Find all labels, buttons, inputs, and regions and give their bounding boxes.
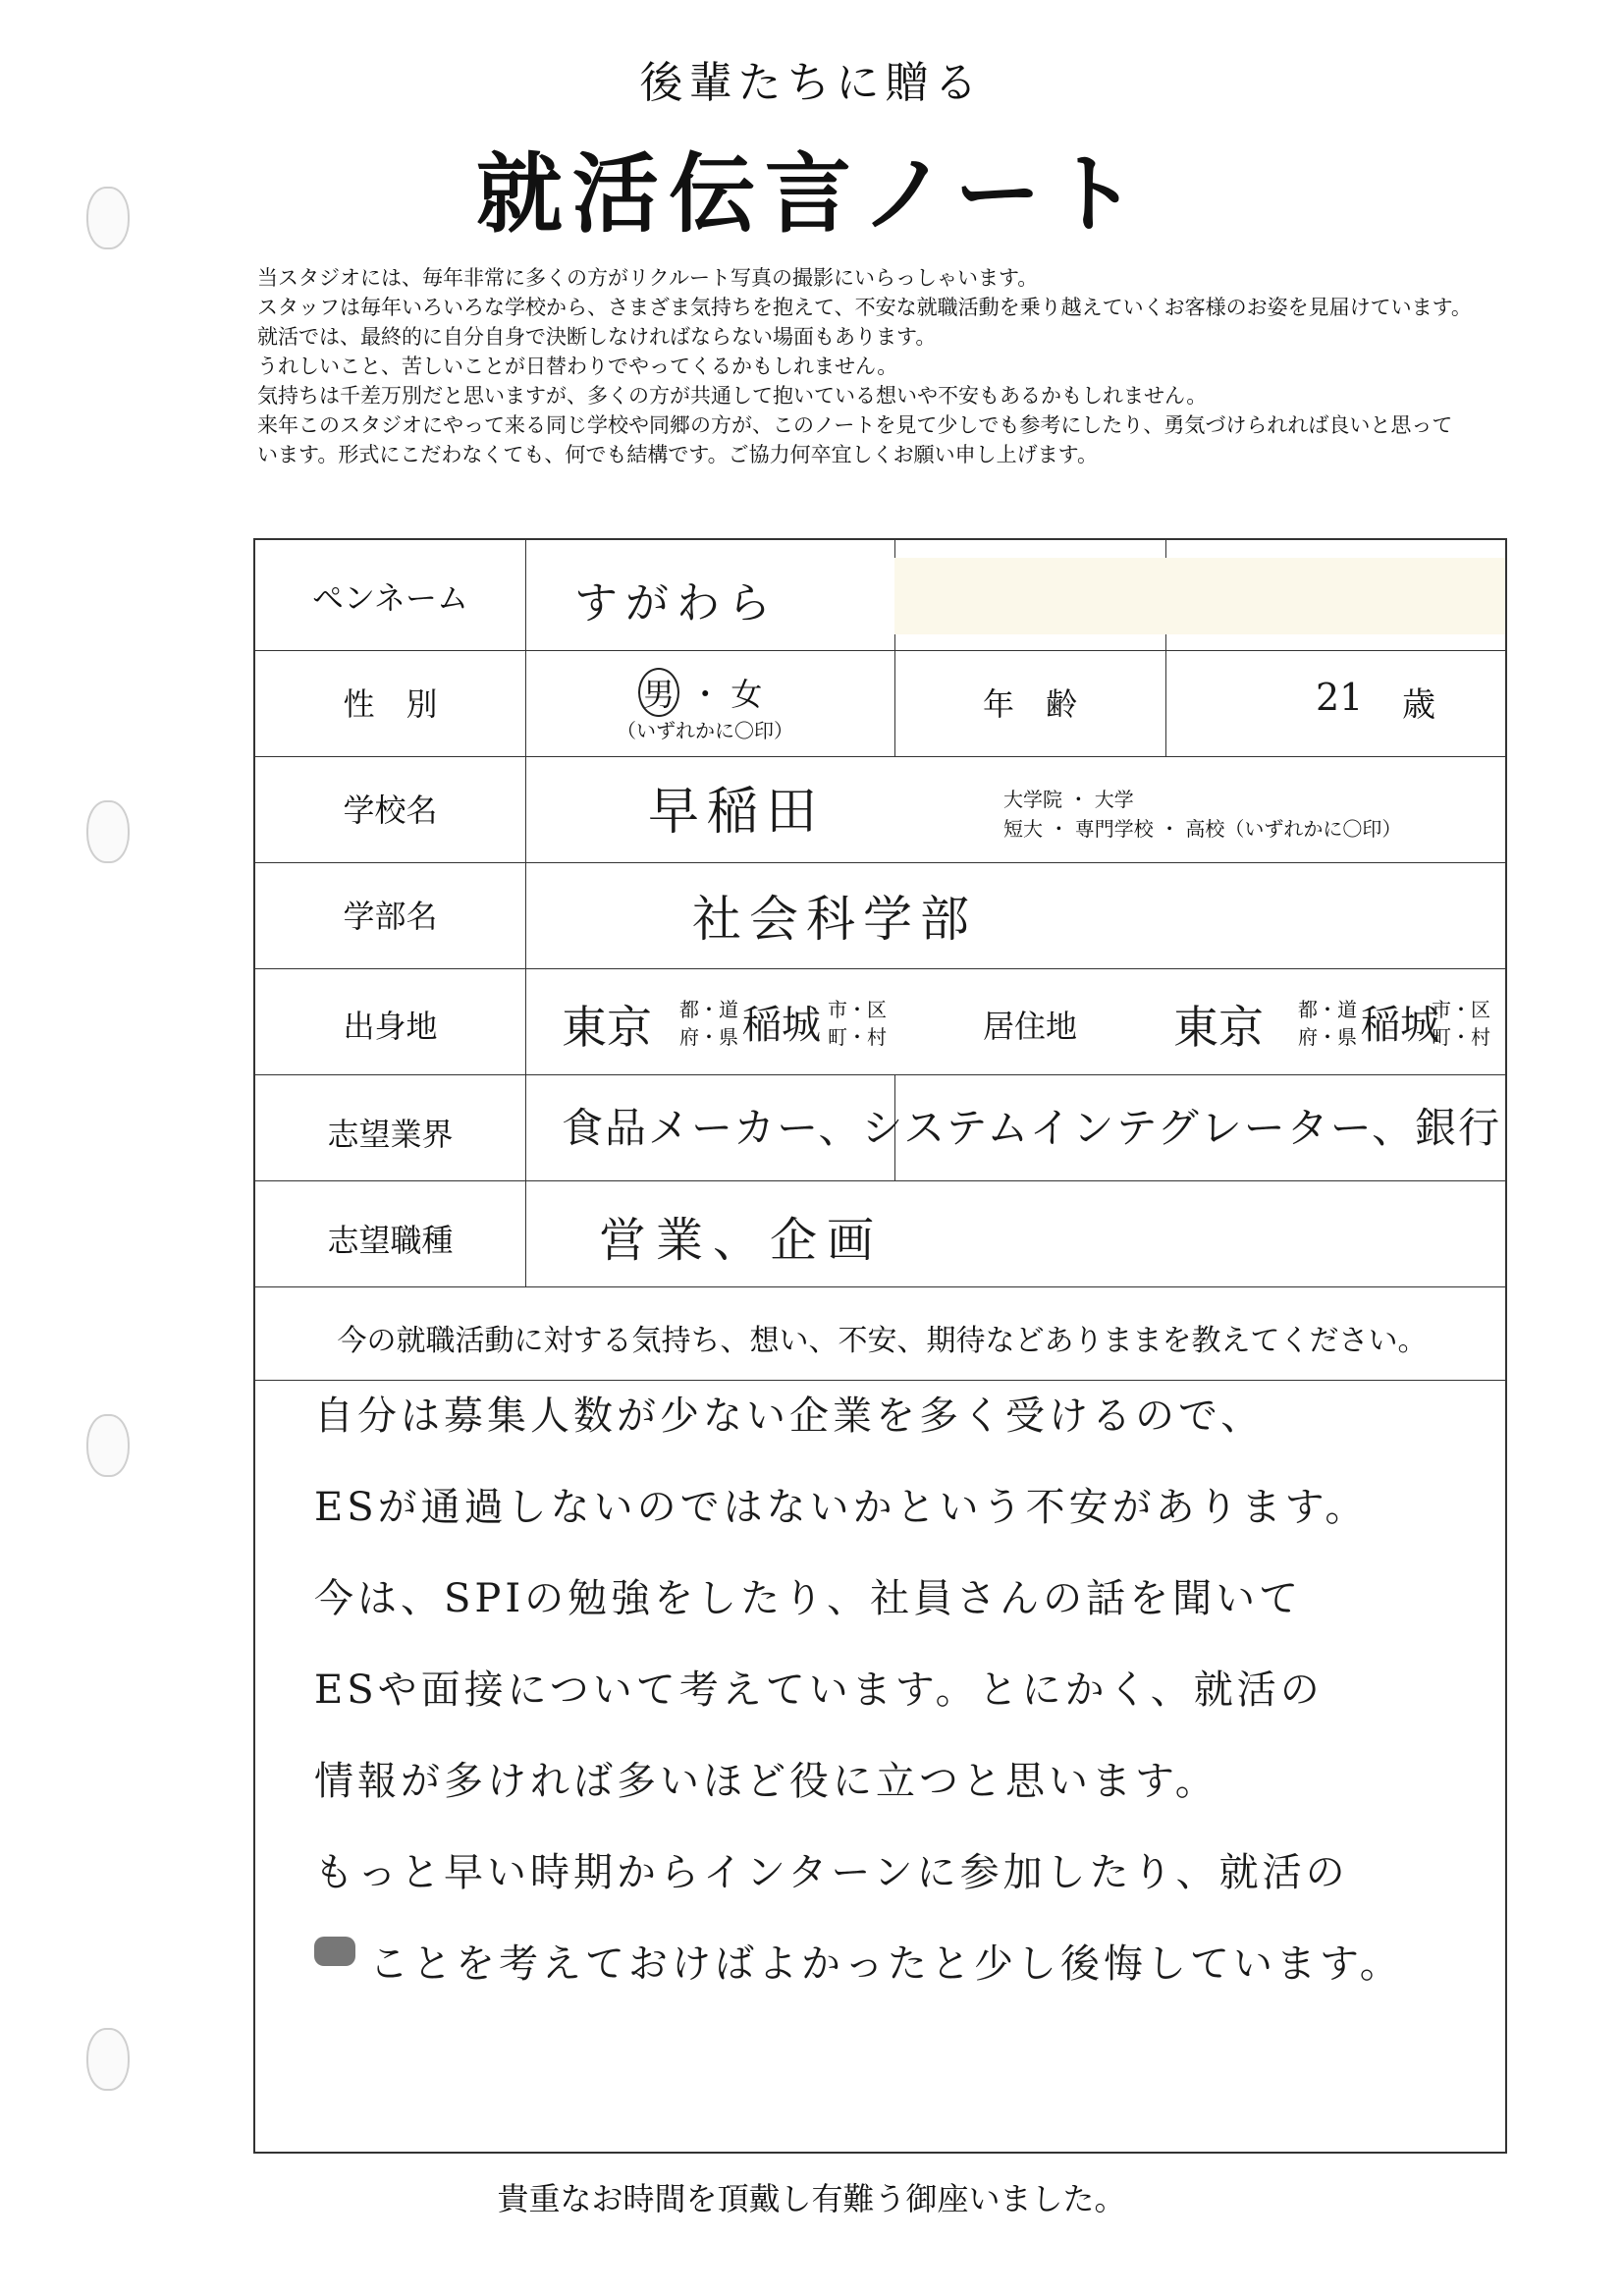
comment-line: 今は、SPIの勉強をしたり、社員さんの話を聞いて <box>314 1576 1303 1621</box>
residence-pref: 東京 <box>1173 1001 1264 1054</box>
ink-smudge <box>314 1937 355 1966</box>
page-title: 就活伝言ノート <box>475 143 1148 245</box>
footer-thanks: 貴重なお時間を頂戴し有難う御座いました。 <box>497 2180 1126 2217</box>
school-types-line2: 短大 ・ 専門学校 ・ 高校（いずれかに〇印） <box>1003 817 1402 841</box>
comment-line: ESが通過しないのではないかという不安があります。 <box>314 1485 1369 1530</box>
pen-name-label: ペンネーム <box>311 579 469 617</box>
gender-note: （いずれかに〇印） <box>617 719 793 742</box>
age-value: 21 <box>1316 676 1364 719</box>
intro-text <box>257 263 1593 469</box>
subtitle: 後輩たちに贈る <box>639 58 984 108</box>
residence-label: 居住地 <box>982 1008 1077 1045</box>
redacted-area <box>894 558 1505 634</box>
intro-line: 就活では、最終的に自分自身で決断しなければならない場面もあります。 <box>257 325 937 349</box>
gender-sep: ・ <box>689 676 722 713</box>
residence-city: 稲城 <box>1361 1003 1439 1048</box>
gender-label: 性 別 <box>343 685 438 723</box>
hometown-pref: 東京 <box>562 1001 652 1054</box>
industry-value: 食品メーカー、システムインテグレーター、銀行 <box>562 1104 1502 1152</box>
comment-line: 情報が多ければ多いほど役に立つと思います。 <box>314 1759 1218 1804</box>
comment-question: 今の就職活動に対する気持ち、想い、不安、期待などありままを教えてください。 <box>337 1324 1428 1358</box>
intro-line: 来年このスタジオにやって来る同じ学校や同郷の方が、このノートを見て少しでも参考にしたり、勇気づけられれば良いと思って <box>257 413 1453 437</box>
residence-city-units: 町・村 <box>1432 1025 1490 1049</box>
age-label: 年 齢 <box>982 685 1077 723</box>
punch-hole <box>86 2028 130 2091</box>
hometown-city-units: 町・村 <box>828 1025 887 1049</box>
punch-hole <box>86 800 130 863</box>
job-value: 営業、企画 <box>599 1213 885 1268</box>
hometown-pref-units: 府・県 <box>679 1025 738 1049</box>
hometown-city: 稲城 <box>742 1003 821 1048</box>
residence-city-units: 市・区 <box>1432 998 1490 1021</box>
gender-options <box>638 668 762 717</box>
comment-line: もっと早い時期からインターンに参加したり、就活の <box>314 1850 1349 1895</box>
school-value: 早稲田 <box>648 783 826 842</box>
comment-line: ことを考えておけばよかったと少し後悔しています。 <box>369 1941 1403 1987</box>
intro-line: うれしいこと、苦しいことが日替わりでやってくるかもしれません。 <box>257 355 898 378</box>
school-types-line1: 大学院 ・ 大学 <box>1003 788 1134 811</box>
comment-line: ESや面接について考えています。とにかく、就活の <box>314 1667 1324 1713</box>
school-label: 学校名 <box>343 792 438 829</box>
faculty-value: 社会科学部 <box>692 891 977 948</box>
job-label: 志望職種 <box>327 1222 454 1259</box>
comment-line: 自分は募集人数が少ない企業を多く受けるので、 <box>314 1394 1265 1439</box>
punch-hole <box>86 1414 130 1477</box>
hometown-city-units: 市・区 <box>828 998 887 1021</box>
faculty-label: 学部名 <box>343 898 438 935</box>
hometown-label: 出身地 <box>343 1008 438 1045</box>
intro-line: スタッフは毎年いろいろな学校から、さまざま気持ちを抱えて、不安な就職活動を乗り越えていくお客様のお姿を見届けています。 <box>257 296 1472 319</box>
age-unit: 歳 <box>1402 685 1435 725</box>
hometown-pref-units: 都・道 <box>679 998 738 1021</box>
intro-line: います。形式にこだわなくても、何でも結構です。ご協力何卒宜しくお願い申し上げます。 <box>257 443 1098 466</box>
note-form <box>253 538 1507 2154</box>
residence-pref-units: 府・県 <box>1298 1025 1357 1049</box>
industry-label: 志望業界 <box>327 1116 454 1153</box>
intro-line: 気持ちは千差万別だと思いますが、多くの方が共通して抱いている想いや不安もあるかもしれません。 <box>257 384 1208 408</box>
gender-female: 女 <box>730 676 763 713</box>
gender-male-circled: 男 <box>638 668 679 717</box>
pen-name-value: すがわら <box>574 578 779 629</box>
intro-line: 当スタジオには、毎年非常に多くの方がリクルート写真の撮影にいらっしゃいます。 <box>257 266 1039 290</box>
residence-pref-units: 都・道 <box>1298 998 1357 1021</box>
